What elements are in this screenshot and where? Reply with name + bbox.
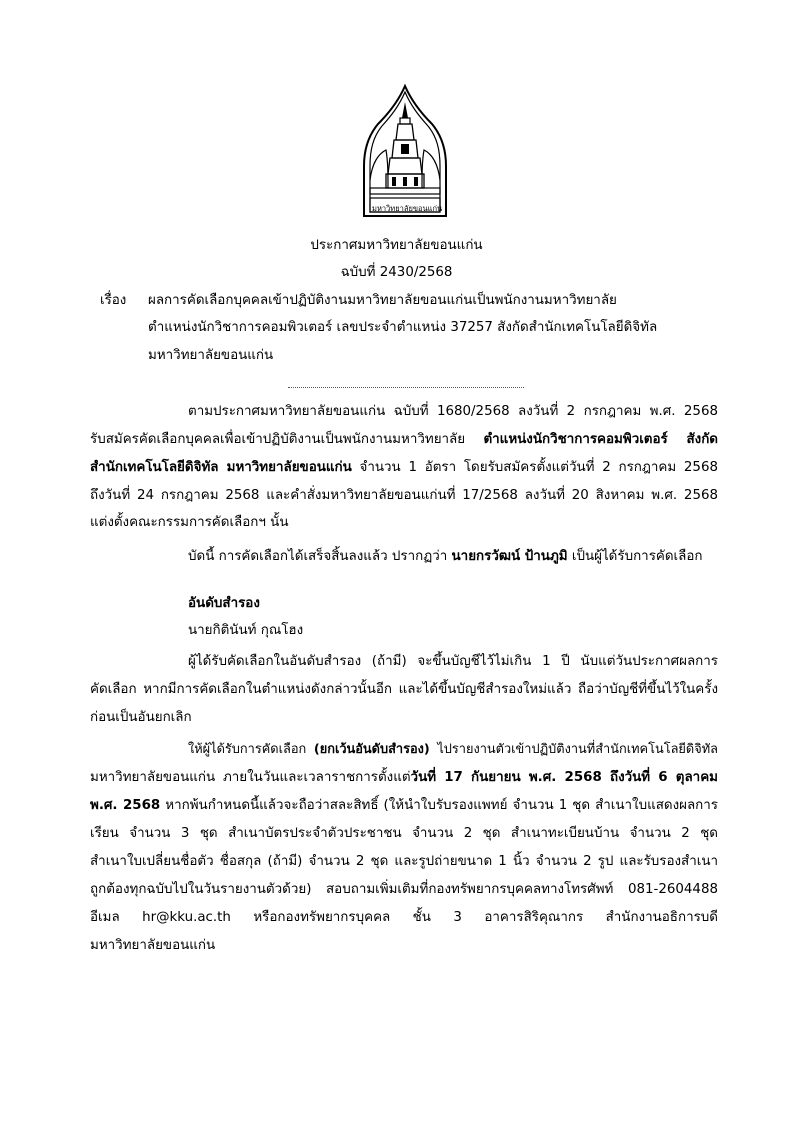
para4-line-6: ถูกต้องทุกฉบับไปในวันรายงานตัวด้วย) สอบถามเพิ่มเติมที่กองทรัพยากรบุคคลทางโทรศัพท์ 081-2604488 [90, 882, 718, 897]
para4-line-4: เรียน จำนวน 3 ชุด สำเนาบัตรประจำตัวประชาชน จำนวน 2 ชุด สำเนาทะเบียนบ้าน จำนวน 2 ชุด [90, 826, 718, 841]
para1-line-4: ถึงวันที่ 24 กรกฎาคม 2568 และคำสั่งมหาวิทยาลัยขอนแก่นที่ 17/2568 ลงวันที่ 20 สิงหาคม พ.ศ. 2568 [90, 488, 718, 503]
para4-line-2-text: มหาวิทยาลัยขอนแก่น ภายในวันและเวลาราชการตั้งแต่ [90, 770, 411, 785]
para4-except-reserve-bold: (ยกเว้นอันดับสำรอง) [313, 742, 430, 757]
para1-unit-bold: สำนักเทคโนโลยีดิจิทัล มหาวิทยาลัยขอนแก่น [90, 460, 352, 475]
subject-line-2: ตำแหน่งนักวิชาการคอมพิวเตอร์ เลขประจำตำแหน่ง 37257 สังกัดสำนักเทคโนโลยีดิจิทัล [148, 320, 658, 335]
para4-text-c: ไปรายงานตัวเข้าปฏิบัติงานที่สำนักเทคโนโลยีดิจิทัล [429, 742, 718, 757]
para4-line-1 [188, 740, 718, 760]
para1-line-5: แต่งตั้งคณะกรรมการคัดเลือกฯ นั้น [90, 515, 289, 530]
para4-line-2 [90, 768, 718, 788]
report-date-bold: วันที่ 17 กันยายน พ.ศ. 2568 ถึงวันที่ 6 ตุลาคม [410, 770, 718, 785]
para3-line-1: ผู้ได้รับคัดเลือกในอันดับสำรอง (ถ้ามี) จะขึ้นบัญชีไว้ไม่เกิน 1 ปี นับแต่วันประกาศผลการ [188, 654, 718, 669]
announcement-number: ฉบับที่ 2430/2568 [340, 265, 453, 280]
divider [288, 387, 524, 388]
para2-text-a: บัดนี้ การคัดเลือกได้เสร็จสิ้นลงแล้ว ปรากฏว่า [188, 549, 452, 564]
announcement-title: ประกาศมหาวิทยาลัยขอนแก่น [310, 238, 483, 253]
para4-line-7: อีเมล hr@kku.ac.th หรือกองทรัพยากรบุคคล ชั้น 3 อาคารสิริคุณากร สำนักงานอธิการบดี [90, 910, 718, 925]
para1-line-3 [90, 458, 718, 478]
para3-line-2: คัดเลือก หากมีการคัดเลือกในตำแหน่งดังกล่าวนั้นอีก และได้ขึ้นบัญชีสำรองใหม่แล้ว ถือว่าบัญชีที่ขึ้นไว้ในครั้ง [90, 682, 718, 697]
para4-line-3 [90, 796, 718, 816]
para1-line-1: ตามประกาศมหาวิทยาลัยขอนแก่น ฉบับที่ 1680/2568 ลงวันที่ 2 กรกฎาคม พ.ศ. 2568 [188, 404, 718, 419]
para4-line-3-text: หากพ้นกำหนดนี้แล้วจะถือว่าสละสิทธิ์ (ให้นำใบรับรองแพทย์ จำนวน 1 ชุด สำเนาใบแสดงผลการ [160, 798, 718, 813]
reserve-heading: อันดับสำรอง [188, 596, 260, 611]
para1-line-3-text: จำนวน 1 อัตรา โดยรับสมัครตั้งแต่วันที่ 2 กรกฎาคม 2568 [351, 460, 718, 475]
para1-position-bold: ตำแหน่งนักวิชาการคอมพิวเตอร์ สังกัด [483, 432, 718, 447]
seal-caption: มหาวิทยาลัยขอนแก่น [372, 204, 443, 213]
para2-text-c: เป็นผู้ได้รับการคัดเลือก [567, 549, 703, 564]
para4-line-5: สำเนาใบเปลี่ยนชื่อตัว ชื่อสกุล (ถ้ามี) จำนวน 2 ชุด และรูปถ่ายขนาด 1 นิ้ว จำนวน 2 รูป และรับรองสำเนา [90, 854, 718, 869]
subject-label: เรื่อง [100, 293, 127, 308]
para4-text-a: ให้ผู้ได้รับการคัดเลือก [188, 742, 314, 757]
para2 [188, 547, 702, 567]
subject-line-1: ผลการคัดเลือกบุคคลเข้าปฏิบัติงานมหาวิทยาลัยขอนแก่นเป็นพนักงานมหาวิทยาลัย [148, 293, 617, 308]
para3-line-3: ก่อนเป็นอันยกเลิก [90, 710, 192, 725]
para4-line-8: มหาวิทยาลัยขอนแก่น [90, 938, 216, 953]
reserve-candidate-name: นายกิตินันท์ กุณโฮง [188, 623, 304, 638]
para1-line-2 [90, 430, 718, 450]
subject-line-3: มหาวิทยาลัยขอนแก่น [148, 348, 274, 363]
report-year-bold: พ.ศ. 2568 [90, 798, 161, 813]
selected-candidate-name: นายกรวัฒน์ ป้านภูมิ [451, 549, 568, 564]
university-seal-icon [358, 84, 452, 220]
para1-line-2-text: รับสมัครคัดเลือกบุคคลเพื่อเข้าปฏิบัติงานเป็นพนักงานมหาวิทยาลัย [90, 432, 484, 447]
university-seal [358, 84, 452, 220]
